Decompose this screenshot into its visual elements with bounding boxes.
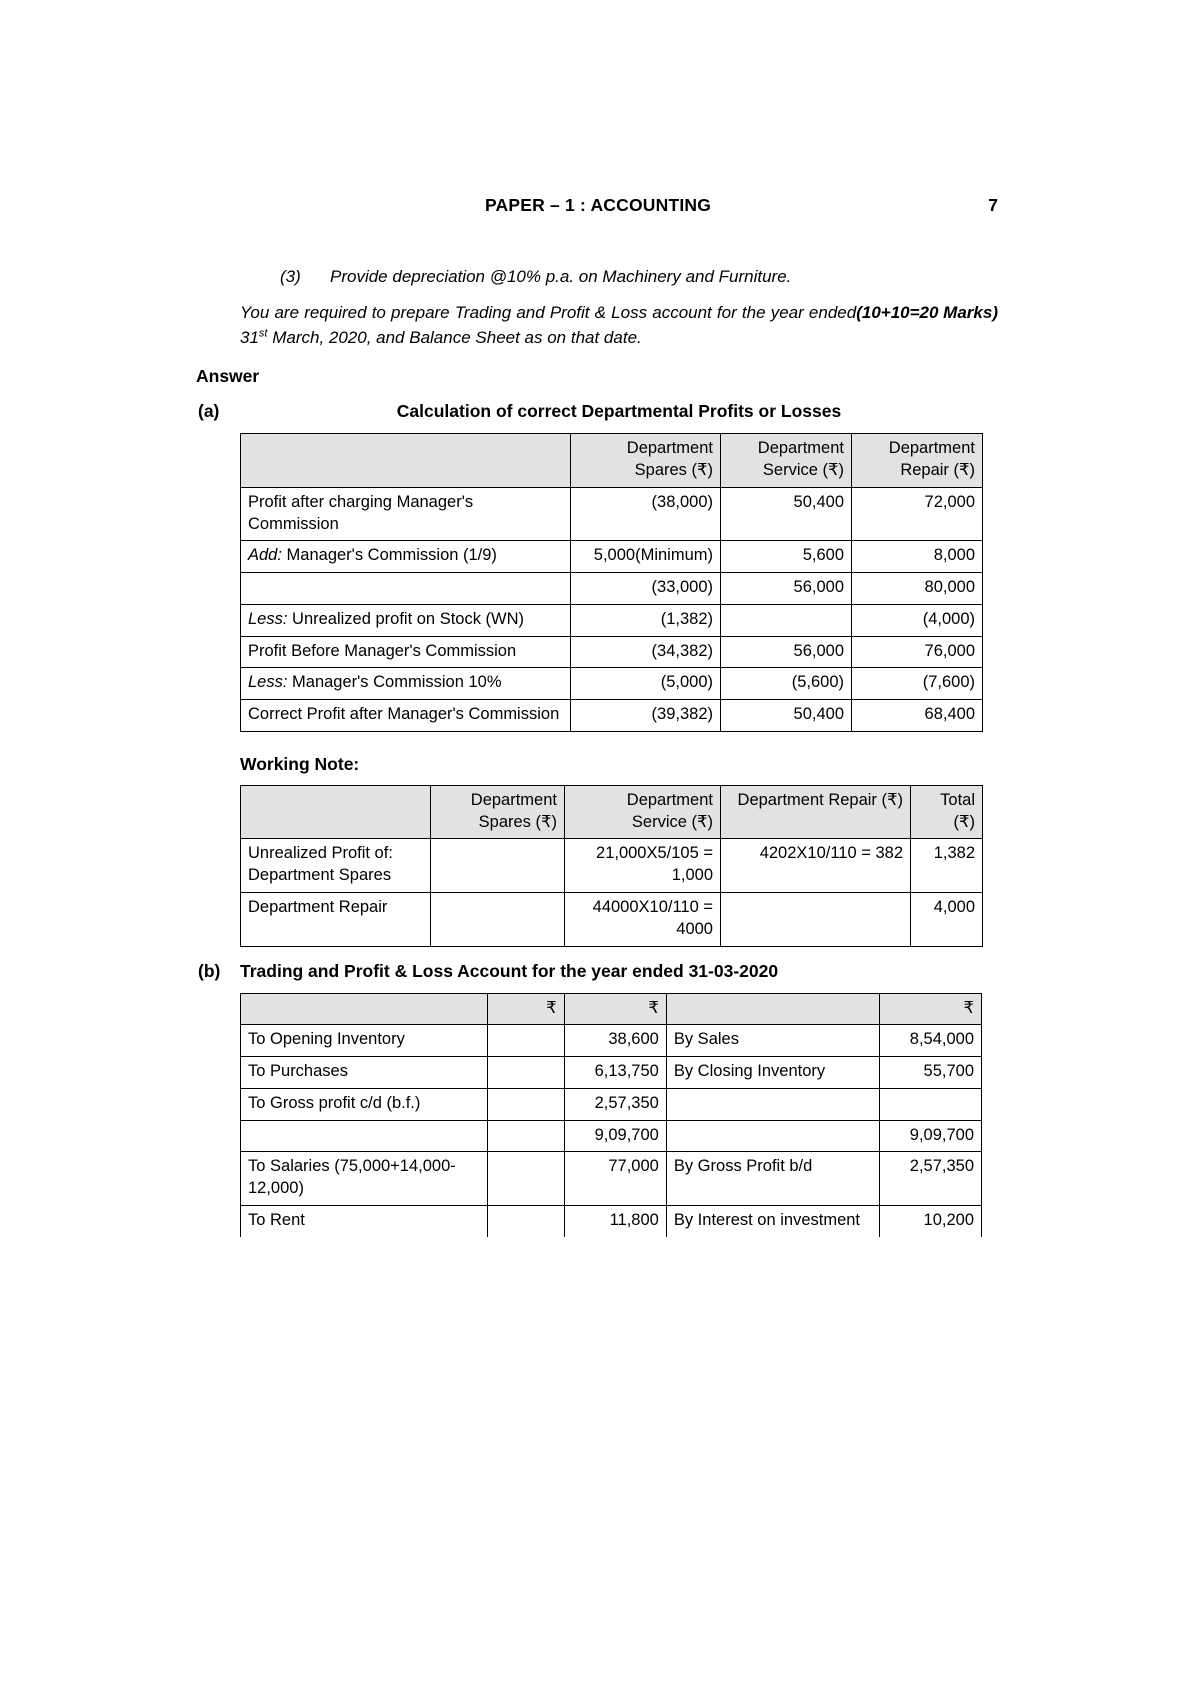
row-spares: (33,000) [571, 573, 721, 605]
row-repair: 8,000 [852, 541, 983, 573]
header-dept-repair: Department Repair (₹) [852, 434, 983, 488]
requirement-line-2: March, 2020, and Balance Sheet as on that date. [267, 327, 642, 347]
table-row [241, 1205, 982, 1236]
row-particulars [241, 604, 571, 636]
row-prefix: Add: [248, 546, 282, 565]
row-particulars: Profit after charging Manager's Commission [241, 487, 571, 541]
working-note-table [240, 785, 983, 947]
header-particulars [241, 785, 431, 839]
table-row [241, 1152, 982, 1206]
part-a-label: (a) [198, 401, 220, 422]
question-point-3-text: Provide depreciation @10% p.a. on Machinery and Furniture. [330, 267, 792, 286]
table-header-row [241, 993, 982, 1025]
table-row [241, 1120, 982, 1152]
row-total: 1,382 [911, 839, 983, 893]
table-row [241, 1025, 982, 1057]
table-row [241, 487, 983, 541]
row-dr-amount-2: 2,57,350 [564, 1088, 666, 1120]
row-cr-amount: 10,200 [879, 1205, 981, 1236]
row-dr-particulars: To Opening Inventory [241, 1025, 488, 1057]
table-row [241, 1088, 982, 1120]
row-dr-amount-1 [488, 1152, 565, 1206]
row-cr-amount [879, 1088, 981, 1120]
row-repair: 80,000 [852, 573, 983, 605]
header-dept-spares: Department Spares (₹) [571, 434, 721, 488]
requirement-date-number: 31 [240, 327, 259, 347]
row-spares: (39,382) [571, 700, 721, 732]
row-particulars-line-2: Department Spares [248, 866, 392, 885]
row-dr-amount-2: 9,09,700 [564, 1120, 666, 1152]
row-dr-amount-1 [488, 1088, 565, 1120]
row-service [721, 604, 852, 636]
row-spares: (38,000) [571, 487, 721, 541]
part-a-title: Calculation of correct Departmental Profits or Losses [396, 401, 842, 422]
row-dr-amount-1 [488, 1120, 565, 1152]
row-service: 5,600 [721, 541, 852, 573]
row-repair: (7,600) [852, 668, 983, 700]
table-row [241, 604, 983, 636]
row-cr-particulars [666, 1088, 879, 1120]
table-header-row [241, 434, 983, 488]
part-b-label: (b) [198, 960, 221, 981]
row-repair: 76,000 [852, 636, 983, 668]
marks-allocation: (10+10=20 Marks) [856, 303, 998, 322]
page-title: PAPER – 1 : ACCOUNTING [484, 195, 712, 215]
row-service: 44000X10/110 = 4000 [565, 893, 721, 947]
row-dr-particulars: To Gross profit c/d (b.f.) [241, 1088, 488, 1120]
row-repair [721, 893, 911, 947]
row-spares [431, 839, 565, 893]
requirement-date-suffix: st [258, 326, 268, 339]
page-content [198, 195, 998, 1237]
trading-profit-loss-table [240, 993, 982, 1237]
row-cr-particulars: By Gross Profit b/d [666, 1152, 879, 1206]
table-row [241, 839, 983, 893]
row-particulars [241, 668, 571, 700]
row-service: 50,400 [721, 487, 852, 541]
row-service: 50,400 [721, 700, 852, 732]
row-particulars [241, 541, 571, 573]
row-total: 4,000 [911, 893, 983, 947]
table-row [241, 668, 983, 700]
row-dr-amount-1 [488, 1057, 565, 1089]
row-text: Manager's Commission 10% [292, 673, 502, 692]
header-dr-currency-1: ₹ [488, 993, 565, 1025]
row-cr-particulars: By Sales [666, 1025, 879, 1057]
row-spares: (5,000) [571, 668, 721, 700]
row-dr-particulars: To Rent [241, 1205, 488, 1236]
row-dr-amount-1 [488, 1205, 565, 1236]
row-particulars [241, 839, 431, 893]
header-dept-service: Department Service (₹) [565, 785, 721, 839]
row-service: 21,000X5/105 = 1,000 [565, 839, 721, 893]
row-repair: 4202X10/110 = 382 [721, 839, 911, 893]
row-text: Unrealized profit on Stock (WN) [292, 609, 525, 628]
row-spares: (1,382) [571, 604, 721, 636]
header-cr-currency: ₹ [879, 993, 981, 1025]
row-dr-particulars: To Salaries (75,000+14,000-12,000) [241, 1152, 488, 1206]
row-dr-amount-1 [488, 1025, 565, 1057]
row-spares [431, 893, 565, 947]
row-dr-amount-2: 38,600 [564, 1025, 666, 1057]
row-particulars [241, 573, 571, 605]
table-row [241, 700, 983, 732]
row-particulars: Profit Before Manager's Commission [241, 636, 571, 668]
row-cr-amount: 55,700 [879, 1057, 981, 1089]
header-dept-repair: Department Repair (₹) [721, 785, 911, 839]
header-total: Total (₹) [911, 785, 983, 839]
row-cr-amount: 9,09,700 [879, 1120, 981, 1152]
header-dr-currency-2: ₹ [564, 993, 666, 1025]
row-spares: 5,000(Minimum) [571, 541, 721, 573]
row-prefix: Less: [248, 609, 288, 628]
table-row [241, 573, 983, 605]
row-dr-amount-2: 11,800 [564, 1205, 666, 1236]
question-requirement [198, 301, 998, 350]
row-cr-particulars: By Interest on investment [666, 1205, 879, 1236]
header-dept-service: Department Service (₹) [721, 434, 852, 488]
row-service: (5,600) [721, 668, 852, 700]
table-header-row [241, 785, 983, 839]
table-row [241, 1057, 982, 1089]
question-point-3-label: (3) [280, 267, 301, 286]
row-text: Manager's Commission (1/9) [286, 546, 497, 565]
answer-heading: Answer [196, 366, 260, 387]
row-cr-amount: 2,57,350 [879, 1152, 981, 1206]
table-row [241, 636, 983, 668]
row-dr-particulars [241, 1120, 488, 1152]
working-note-heading: Working Note: [240, 753, 360, 774]
row-dr-amount-2: 77,000 [564, 1152, 666, 1206]
part-b-heading-row [198, 961, 998, 983]
row-cr-amount: 8,54,000 [879, 1025, 981, 1057]
page-number: 7 [988, 195, 998, 215]
question-point-3 [198, 267, 998, 287]
row-service: 56,000 [721, 636, 852, 668]
row-dr-amount-2: 6,13,750 [564, 1057, 666, 1089]
page-header [198, 195, 998, 229]
row-particulars: Correct Profit after Manager's Commission [241, 700, 571, 732]
table-row [241, 893, 983, 947]
header-particulars [241, 434, 571, 488]
requirement-line-1: You are required to prepare Trading and Profit & Loss account for the year ended [240, 303, 857, 322]
row-cr-particulars [666, 1120, 879, 1152]
row-repair: 68,400 [852, 700, 983, 732]
row-spares: (34,382) [571, 636, 721, 668]
row-particulars: Department Repair [241, 893, 431, 947]
row-service: 56,000 [721, 573, 852, 605]
row-repair: 72,000 [852, 487, 983, 541]
part-b-title: Trading and Profit & Loss Account for the year ended 31-03-2020 [240, 960, 779, 981]
row-cr-particulars: By Closing Inventory [666, 1057, 879, 1089]
table-row [241, 541, 983, 573]
header-dr-particulars [241, 993, 488, 1025]
departmental-profits-table [240, 433, 983, 732]
row-particulars-line-1: Unrealized Profit of: [248, 844, 393, 863]
part-a-heading-row [198, 401, 998, 423]
row-prefix: Less: [248, 673, 288, 692]
row-repair: (4,000) [852, 604, 983, 636]
header-dept-spares: Department Spares (₹) [431, 785, 565, 839]
header-cr-particulars [666, 993, 879, 1025]
row-dr-particulars: To Purchases [241, 1057, 488, 1089]
